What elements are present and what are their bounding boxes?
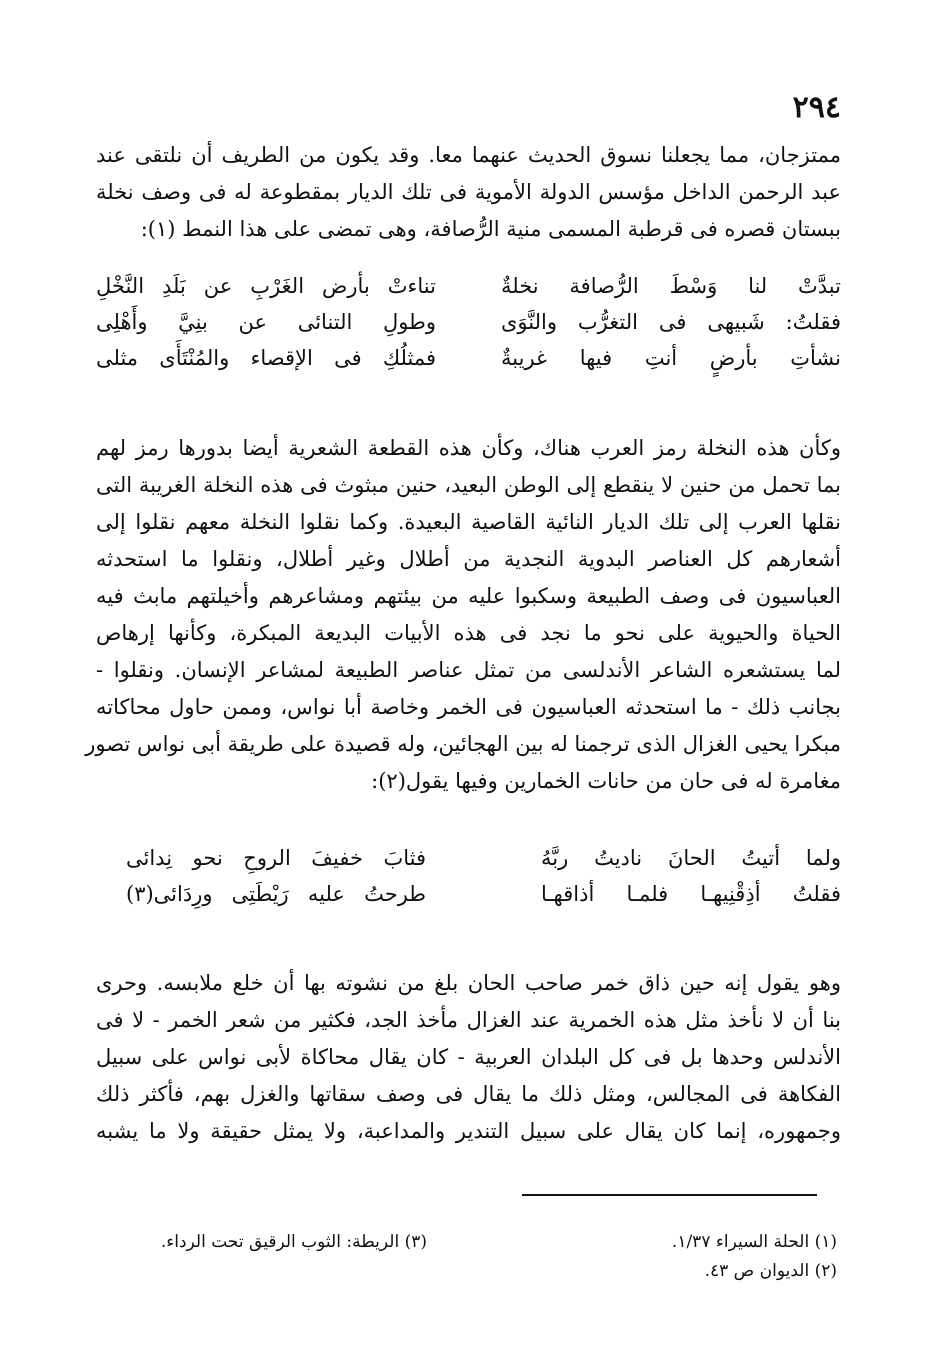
text-line: أشعارهم كل العناصر البدوية النجدية من أطلال وغير أطلال، ونقلوا ما استحدثه (96, 547, 841, 571)
verse-first-hemistich: فقلتُ: شَبيهى فى التغرُّب والنَّوَى (501, 310, 841, 334)
footnotes-right-column (507, 1228, 837, 1286)
text-line: لما يستشعره الشاعر الأندلسى من تمثل عناصر الطبيعة لمشاعر الإنسان. ونقلوا - (96, 658, 841, 682)
text-line: العباسيون فى وصف الطبيعة وسكبوا عليه من بيئتهم ومشاعرهم وأخيلتهم مابث فيه (96, 584, 841, 608)
text-line: وجمهوره، إنما كان يقال على سبيل التندير والمداعبة، ولا يمثل حقيقة ولا ما يشبه (96, 1119, 841, 1143)
paragraph-body (85, 430, 841, 800)
footnote-1: (١) الحلة السيراء ١/٣٧. (671, 1232, 837, 1252)
text-line: مبكرا يحيى الغزال الذى ترجمنا له بين الهجائين، وله قصيدة على طريقة أبى نواس تصور (85, 732, 841, 756)
verse-second-hemistich: وطولِ التنائى عن بنِيَّ وأَهْلِى (96, 310, 436, 334)
verse-second-hemistich: فمثلُكِ فى الإقصاء والمُنْتَأَى مثلى (96, 346, 436, 370)
text-line: نقلها العرب إلى تلك الديار النائية القاصية البعيدة. وكما نقلوا النخلة معهم نقلوا إلى (96, 510, 841, 534)
footnote-2: (٢) الديوان ص ٤٣. (704, 1261, 837, 1281)
text-line: وكأن هذه النخلة رمز العرب هناك، وكأن هذه القطعة الشعرية أيضا بدورها رمز لهم (96, 436, 841, 460)
text-line: عبد الرحمن الداخل مؤسس الدولة الأموية فى تلك الديار بمقطوعة له فى وصف نخلة (96, 180, 841, 204)
verse-first-hemistich: فقلتُ أذِقْنِيهـا فلمـا أذاقهـا (541, 882, 841, 906)
verse-first-hemistich: ولما أتيتُ الحانَ ناديتُ ربَّهُ (541, 846, 841, 870)
paragraph-closing (96, 965, 841, 1150)
verse-second-hemistich: فثابَ خفيفَ الروحِ نحو نِدائى (126, 846, 426, 870)
verse-line (126, 876, 841, 912)
verse-second-hemistich: تناءتْ بأرض الغَرْبِ عن بَلَدِ النَّخْلِ (96, 274, 436, 298)
text-line: ممتزجان، مما يجعلنا نسوق الحديث عنهما معا. وقد يكون من الطريف أن نلتقى عند (96, 143, 841, 167)
verse-line (96, 340, 841, 376)
footnotes-left-column (87, 1228, 427, 1257)
text-line: الأندلس وحدها بل فى كل البلدان العربية - كان يقال محاكاة لأبى نواس على سبيل (96, 1045, 841, 1069)
verse-line (96, 268, 841, 304)
text-line: بنا أن لا نأخذ مثل هذه الخمرية عند الغزال مأخذ الجد، فكثير من شعر الخمر - لا فى (96, 1008, 841, 1032)
verse-line (126, 840, 841, 876)
footnote-3: (٣) الريطة: الثوب الرقيق تحت الرداء. (160, 1232, 427, 1252)
text-line: وهو يقول إنه حين ذاق خمر صاحب الحان بلغ من نشوته بها أن خلع ملابسه. وحرى (96, 971, 841, 995)
poem-palm-tree (96, 268, 841, 376)
verse-second-hemistich: طرحتُ عليه رَيْطَتِى ورِدَائى(٣) (126, 882, 426, 906)
text-line: بما تحمل من حنين لا ينقطع إلى الوطن البعيد، حنين مبثوث فى هذه النخلة الغريبة التى (96, 473, 841, 497)
text-line: مغامرة له فى حان من حانات الخمارين وفيها يقول(٢): (371, 769, 841, 793)
page-number: ٢٩٤ (792, 90, 841, 125)
paragraph-intro (96, 137, 841, 248)
text-line: الحياة والحيوية على نحو ما نجد فى هذه الأبيات البديعة المبكرة، وكأنها إرهاص (96, 621, 841, 645)
text-line: بجانب ذلك - ما استحدثه العباسيون فى الخمر وخاصة أبا نواس، وممن حاول محاكاته (96, 695, 841, 719)
text-line: ببستان قصره فى قرطبة المسمى منية الرُّصافة، وهى تمضى على هذا النمط (١): (140, 217, 841, 241)
footnote-separator (522, 1194, 817, 1196)
poem-tavern (126, 840, 841, 912)
verse-first-hemistich: تبدَّتْ لنا وَسْطَ الرُّصافة نخلةٌ (501, 274, 841, 298)
verse-first-hemistich: نشأتِ بأرضٍ أنتِ فيها غريبةٌ (501, 346, 841, 370)
text-line: الفكاهة فى المجالس، ومثل ذلك ما يقال فى وصف سقاتها والغزل بهم، فأكثر ذلك (96, 1082, 841, 1106)
verse-line (96, 304, 841, 340)
